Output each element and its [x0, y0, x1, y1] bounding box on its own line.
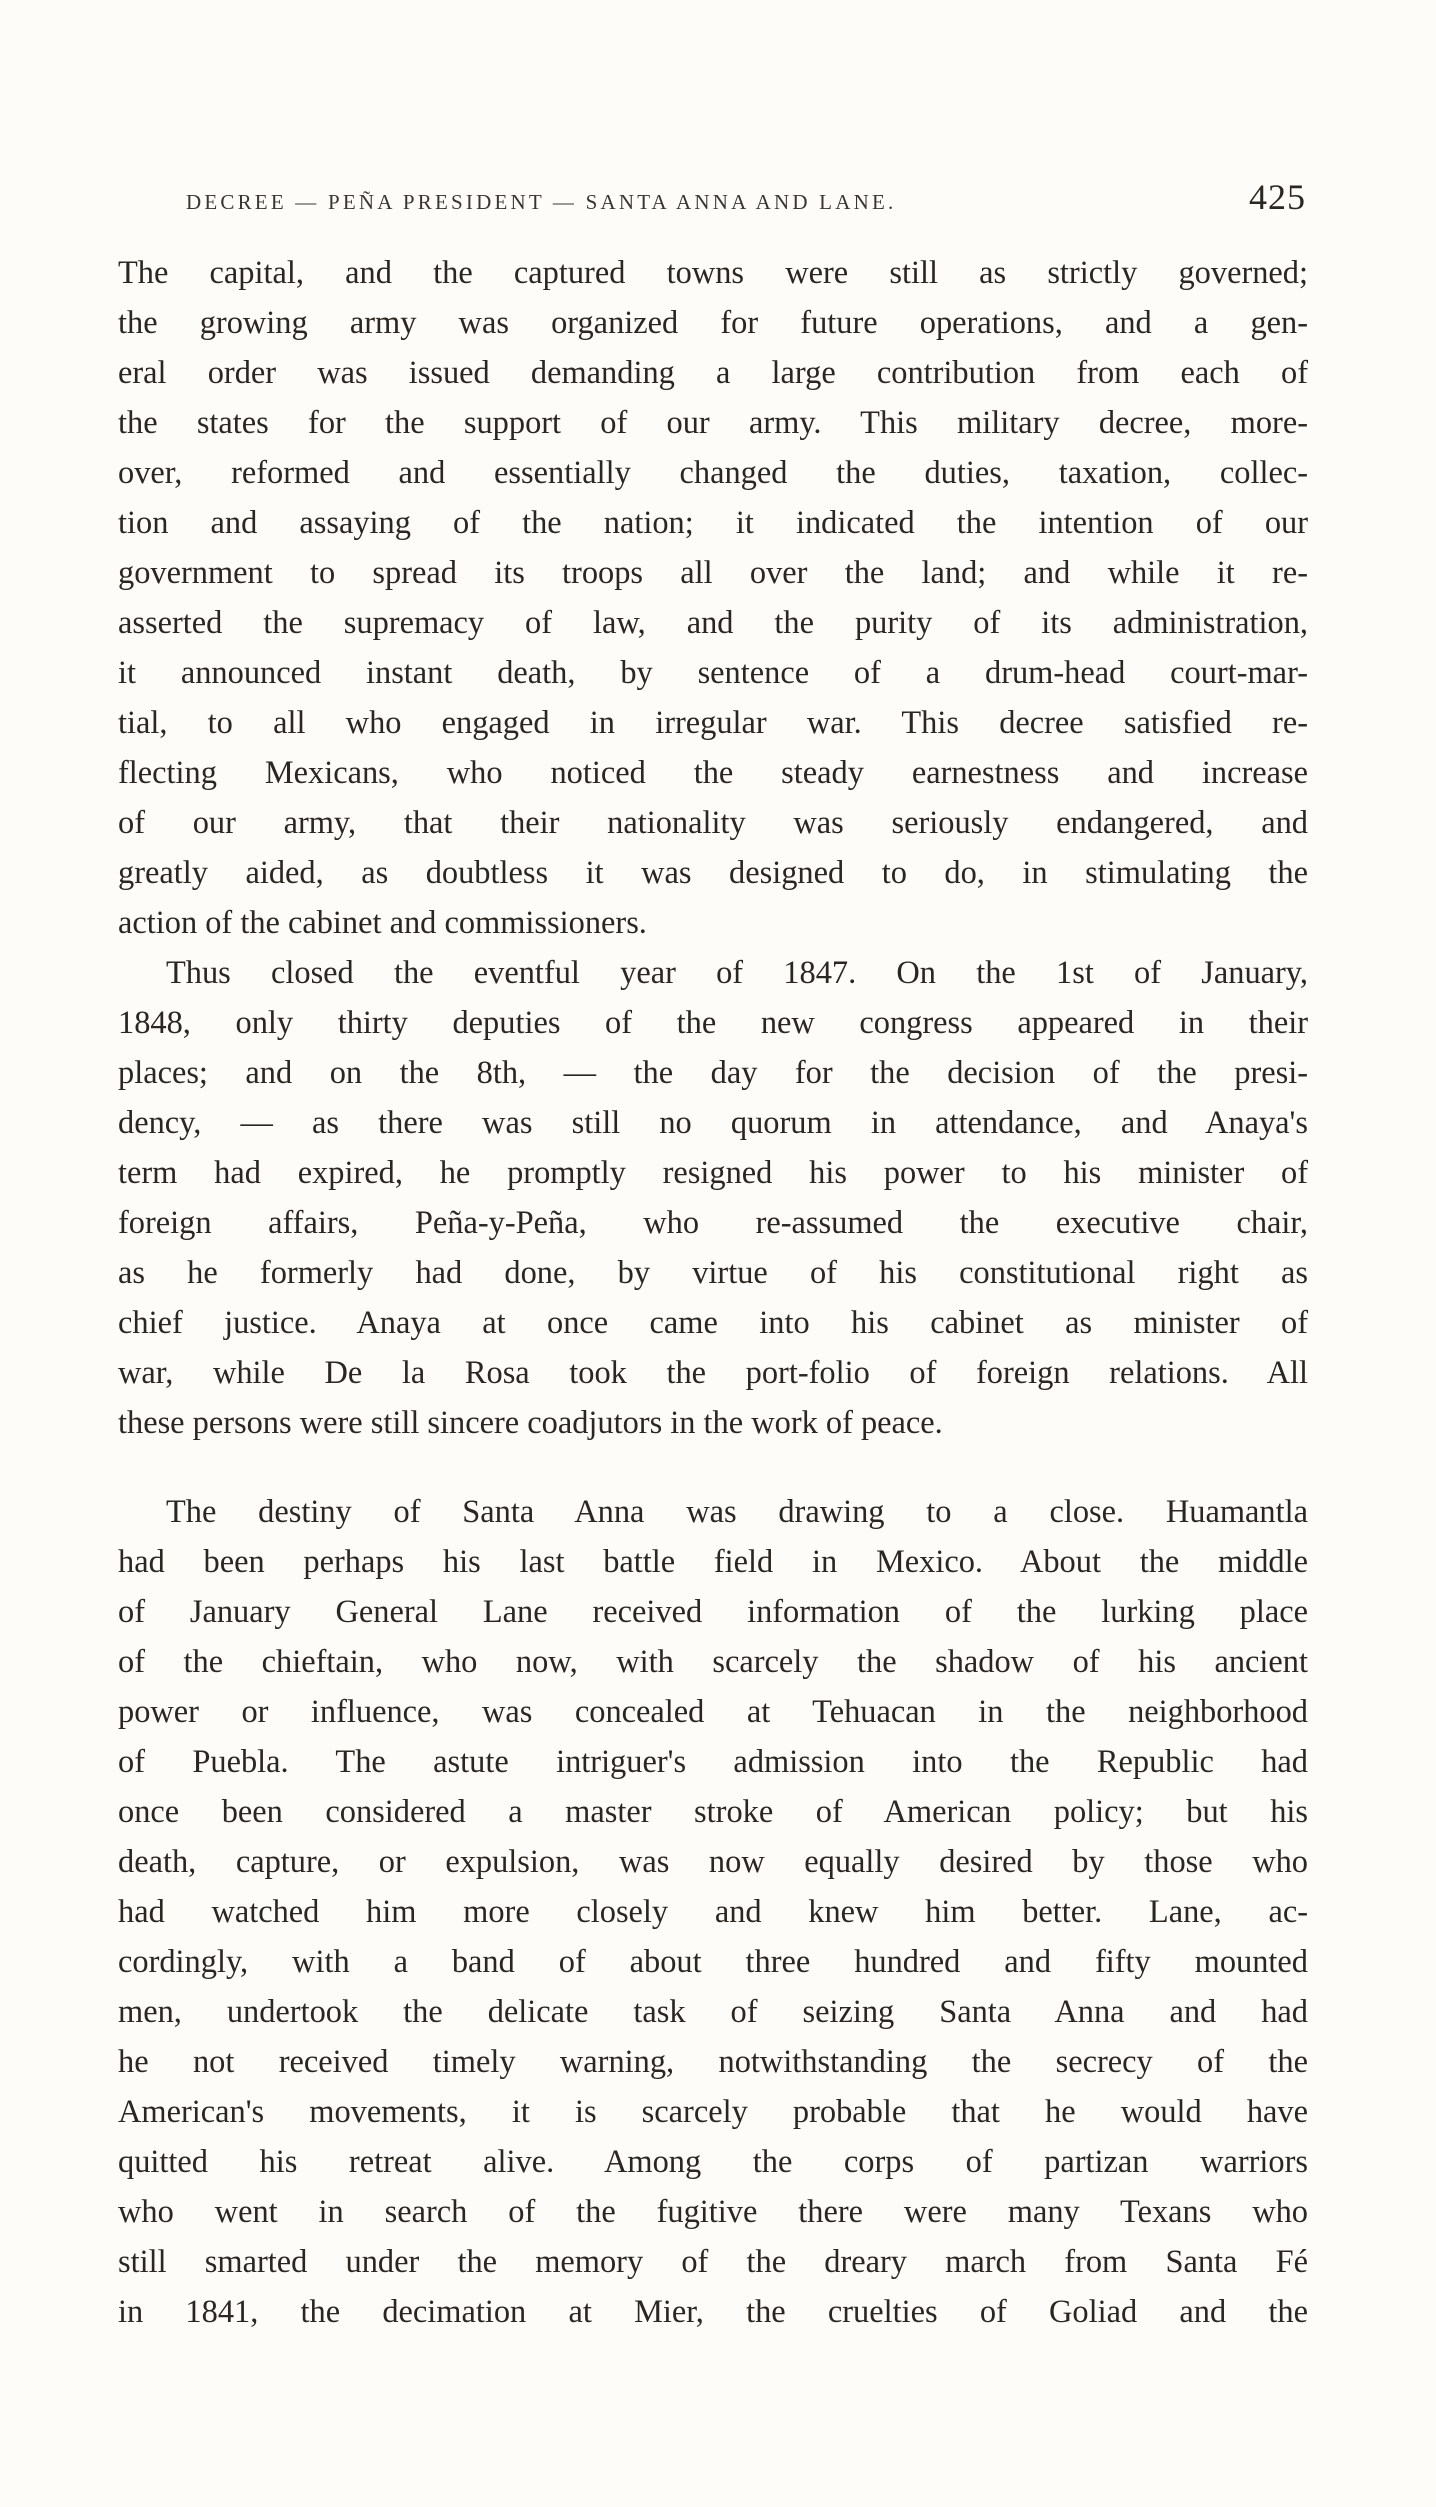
text-line: war, while De la Rosa took the port-folio of foreign relations. All: [118, 1355, 1308, 1391]
text-line: men, undertook the delicate task of seizing Santa Anna and had: [118, 1994, 1308, 2030]
text-line: had been perhaps his last battle field in Mexico. About the middle: [118, 1544, 1308, 1580]
running-head: [186, 176, 1306, 236]
paragraph-1: [118, 248, 1308, 948]
text-line: in 1841, the decimation at Mier, the cruelties of Goliad and the: [118, 2294, 1308, 2330]
text-line: once been considered a master stroke of American policy; but his: [118, 1794, 1308, 1830]
text-line: of the chieftain, who now, with scarcely the shadow of his ancient: [118, 1644, 1308, 1680]
text-line: flecting Mexicans, who noticed the steady earnestness and increase: [118, 755, 1308, 791]
text-line: over, reformed and essentially changed the duties, taxation, collec-: [118, 455, 1308, 491]
text-line: greatly aided, as doubtless it was designed to do, in stimulating the: [118, 855, 1308, 891]
text-line: tial, to all who engaged in irregular war. This decree satisfied re-: [118, 705, 1308, 741]
text-line: cordingly, with a band of about three hundred and fifty mounted: [118, 1944, 1308, 1980]
text-line: action of the cabinet and commissioners.: [118, 905, 647, 941]
text-line: chief justice. Anaya at once came into his cabinet as minister of: [118, 1305, 1308, 1341]
text-line: Thus closed the eventful year of 1847. On the 1st of January,: [166, 955, 1308, 991]
text-line: death, capture, or expulsion, was now equally desired by those who: [118, 1844, 1308, 1880]
text-line: eral order was issued demanding a large contribution from each of: [118, 355, 1308, 391]
text-line: who went in search of the fugitive there were many Texans who: [118, 2194, 1308, 2230]
text-line: government to spread its troops all over the land; and while it re-: [118, 555, 1308, 591]
text-line: it announced instant death, by sentence of a drum-head court-mar-: [118, 655, 1308, 691]
text-line: the growing army was organized for future operations, and a gen-: [118, 305, 1308, 341]
text-line: tion and assaying of the nation; it indicated the intention of our: [118, 505, 1308, 541]
page-number: 425: [1249, 177, 1306, 217]
text-line: 1848, only thirty deputies of the new congress appeared in their: [118, 1005, 1308, 1041]
text-line: the states for the support of our army. This military decree, more-: [118, 405, 1308, 441]
text-line: asserted the supremacy of law, and the purity of its administration,: [118, 605, 1308, 641]
text-line: he not received timely warning, notwithstanding the secrecy of the: [118, 2044, 1308, 2080]
text-line: of Puebla. The astute intriguer's admission into the Republic had: [118, 1744, 1308, 1780]
text-line: of our army, that their nationality was seriously endangered, and: [118, 805, 1308, 841]
text-line: these persons were still sincere coadjutors in the work of peace.: [118, 1405, 943, 1441]
text-line: quitted his retreat alive. Among the corps of partizan warriors: [118, 2144, 1308, 2180]
text-line: dency, — as there was still no quorum in attendance, and Anaya's: [118, 1105, 1308, 1141]
text-line: The capital, and the captured towns were still as strictly governed;: [118, 255, 1308, 291]
text-line: still smarted under the memory of the dreary march from Santa Fé: [118, 2244, 1308, 2280]
text-line: The destiny of Santa Anna was drawing to a close. Huamantla: [166, 1494, 1308, 1530]
paragraph-2: [118, 948, 1308, 1448]
paragraph-3: [118, 1487, 1308, 2337]
text-line: as he formerly had done, by virtue of his constitutional right as: [118, 1255, 1308, 1291]
text-line: had watched him more closely and knew him better. Lane, ac-: [118, 1894, 1308, 1930]
text-line: term had expired, he promptly resigned his power to his minister of: [118, 1155, 1308, 1191]
text-line: power or influence, was concealed at Tehuacan in the neighborhood: [118, 1694, 1308, 1730]
text-line: American's movements, it is scarcely probable that he would have: [118, 2094, 1308, 2130]
running-title: DECREE — PEÑA PRESIDENT — SANTA ANNA AND LANE.: [186, 190, 897, 214]
text-line: places; and on the 8th, — the day for the decision of the presi-: [118, 1055, 1308, 1091]
text-line: foreign affairs, Peña-y-Peña, who re-assumed the executive chair,: [118, 1205, 1308, 1241]
text-line: of January General Lane received information of the lurking place: [118, 1594, 1308, 1630]
